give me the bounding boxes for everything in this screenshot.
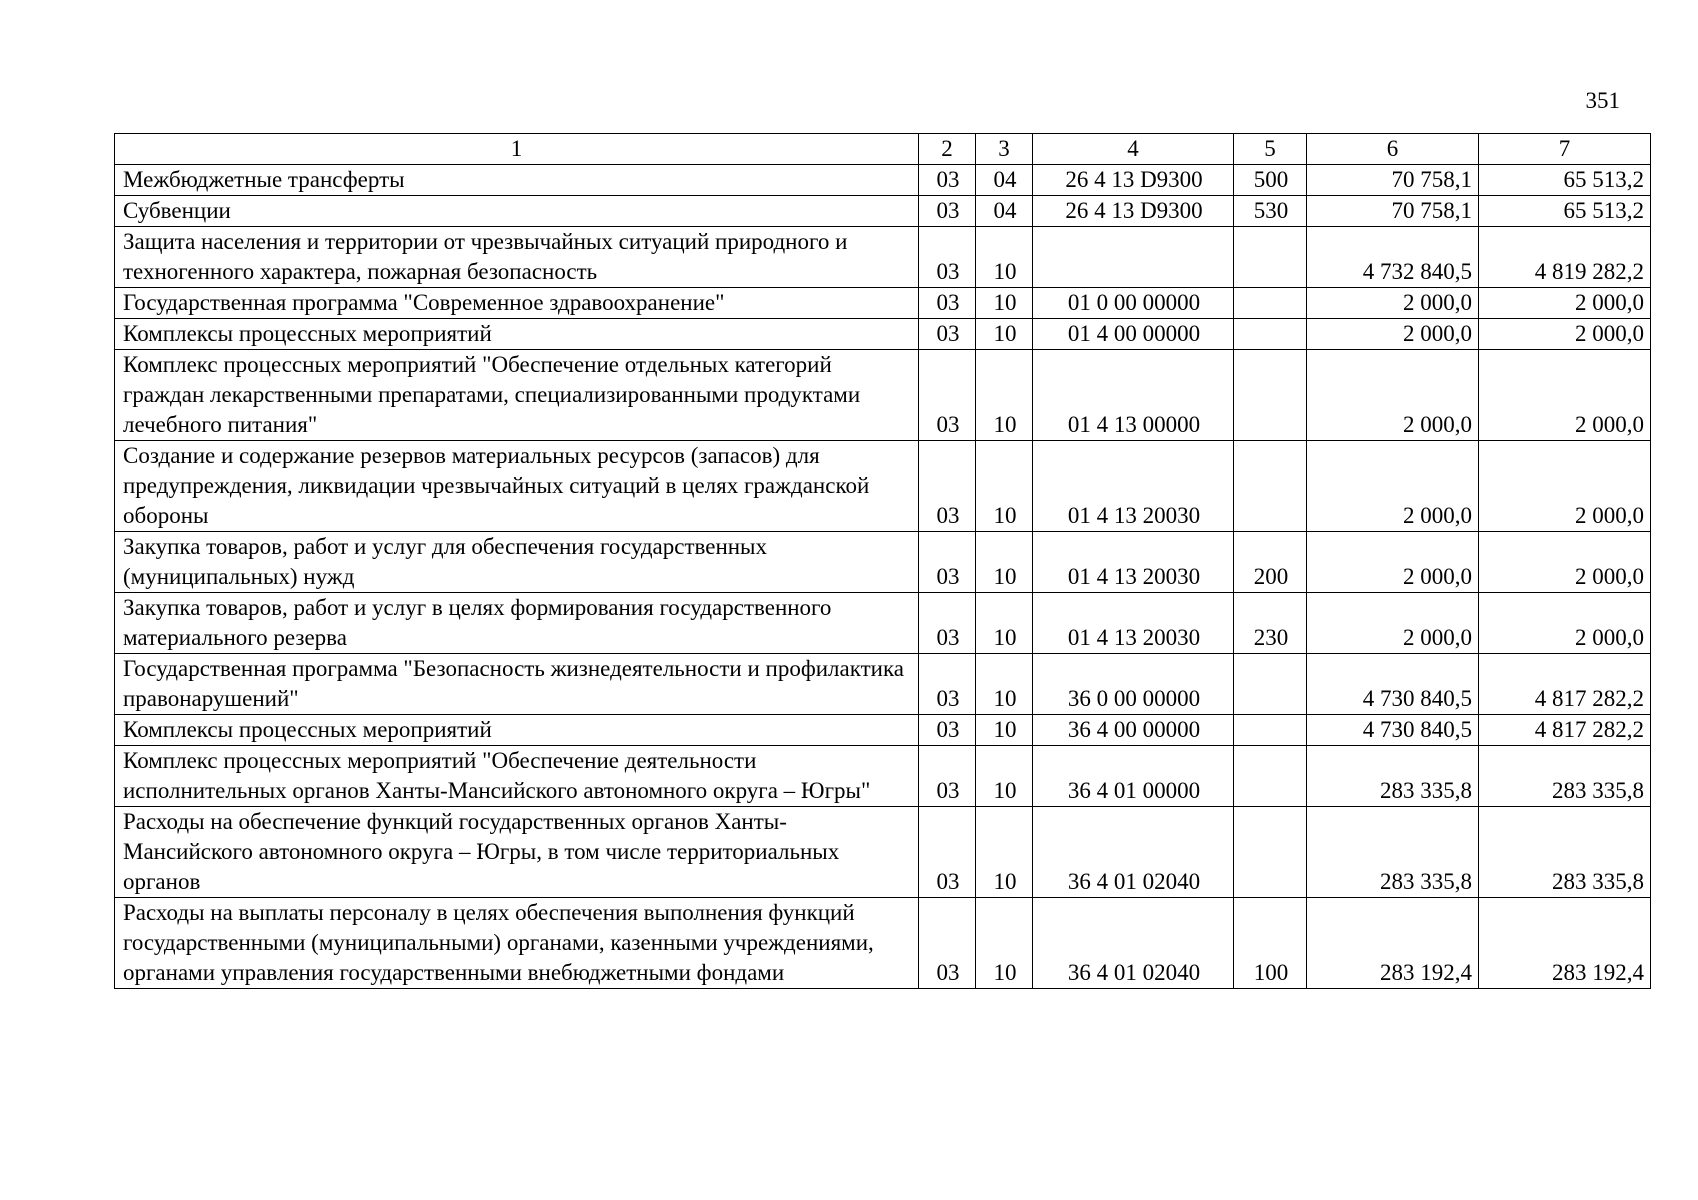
row-expense-type-cell bbox=[1234, 288, 1307, 319]
row-section-cell: 03 bbox=[919, 593, 976, 654]
row-section-cell: 03 bbox=[919, 898, 976, 989]
row-amount-1-cell: 2 000,0 bbox=[1307, 319, 1479, 350]
row-name-cell: Закупка товаров, работ и услуг для обеспечения государственных (муниципальных) нужд bbox=[115, 532, 919, 593]
row-target-article-cell: 01 4 13 20030 bbox=[1033, 441, 1234, 532]
table-row bbox=[115, 196, 1651, 227]
table-row bbox=[115, 319, 1651, 350]
row-amount-2-cell: 2 000,0 bbox=[1479, 288, 1651, 319]
row-name-cell: Закупка товаров, работ и услуг в целях формирования государственного материального резерва bbox=[115, 593, 919, 654]
row-amount-1-cell: 2 000,0 bbox=[1307, 532, 1479, 593]
row-amount-2-cell: 283 192,4 bbox=[1479, 898, 1651, 989]
row-amount-2-cell: 4 817 282,2 bbox=[1479, 654, 1651, 715]
row-subsection-cell: 10 bbox=[976, 227, 1033, 288]
header-row bbox=[115, 134, 1651, 165]
row-subsection-cell: 10 bbox=[976, 746, 1033, 807]
row-expense-type-cell bbox=[1234, 350, 1307, 441]
row-name-cell: Государственная программа "Безопасность жизнедеятельности и профилактика правонарушений" bbox=[115, 654, 919, 715]
row-expense-type-cell bbox=[1234, 227, 1307, 288]
row-amount-2-cell: 4 817 282,2 bbox=[1479, 715, 1651, 746]
row-amount-1-cell: 4 732 840,5 bbox=[1307, 227, 1479, 288]
row-target-article-cell: 36 4 01 02040 bbox=[1033, 807, 1234, 898]
row-section-cell: 03 bbox=[919, 746, 976, 807]
row-amount-2-cell: 2 000,0 bbox=[1479, 441, 1651, 532]
row-target-article-cell: 01 4 13 20030 bbox=[1033, 532, 1234, 593]
row-target-article-cell: 26 4 13 D9300 bbox=[1033, 165, 1234, 196]
col-header-3: 3 bbox=[976, 134, 1033, 165]
row-target-article-cell bbox=[1033, 227, 1234, 288]
row-amount-1-cell: 2 000,0 bbox=[1307, 350, 1479, 441]
row-target-article-cell: 36 4 01 02040 bbox=[1033, 898, 1234, 989]
table-row bbox=[115, 807, 1651, 898]
row-subsection-cell: 10 bbox=[976, 593, 1033, 654]
table-row bbox=[115, 532, 1651, 593]
row-section-cell: 03 bbox=[919, 227, 976, 288]
row-expense-type-cell bbox=[1234, 654, 1307, 715]
row-section-cell: 03 bbox=[919, 715, 976, 746]
row-amount-1-cell: 2 000,0 bbox=[1307, 288, 1479, 319]
table-row bbox=[115, 227, 1651, 288]
row-name-cell: Комплексы процессных мероприятий bbox=[115, 715, 919, 746]
row-subsection-cell: 10 bbox=[976, 288, 1033, 319]
row-name-cell: Межбюджетные трансферты bbox=[115, 165, 919, 196]
row-expense-type-cell bbox=[1234, 715, 1307, 746]
row-amount-2-cell: 283 335,8 bbox=[1479, 807, 1651, 898]
table-row bbox=[115, 746, 1651, 807]
row-subsection-cell: 04 bbox=[976, 196, 1033, 227]
row-name-cell: Комплекс процессных мероприятий "Обеспечение отдельных категорий граждан лекарственными препаратами, специализированными продуктами лечебного питания" bbox=[115, 350, 919, 441]
budget-table bbox=[114, 133, 1651, 989]
row-amount-2-cell: 2 000,0 bbox=[1479, 350, 1651, 441]
row-amount-2-cell: 2 000,0 bbox=[1479, 319, 1651, 350]
table-body bbox=[115, 165, 1651, 989]
row-expense-type-cell bbox=[1234, 319, 1307, 350]
table-row bbox=[115, 165, 1651, 196]
row-expense-type-cell: 500 bbox=[1234, 165, 1307, 196]
row-name-cell: Комплекс процессных мероприятий "Обеспечение деятельности исполнительных органов Ханты-Мансийского автономного округа – Югры" bbox=[115, 746, 919, 807]
row-amount-1-cell: 2 000,0 bbox=[1307, 593, 1479, 654]
table-row bbox=[115, 715, 1651, 746]
col-header-6: 6 bbox=[1307, 134, 1479, 165]
page-number: 351 bbox=[1585, 88, 1620, 113]
row-section-cell: 03 bbox=[919, 441, 976, 532]
row-expense-type-cell: 200 bbox=[1234, 532, 1307, 593]
table-row bbox=[115, 350, 1651, 441]
row-amount-1-cell: 283 335,8 bbox=[1307, 746, 1479, 807]
row-amount-2-cell: 65 513,2 bbox=[1479, 165, 1651, 196]
row-section-cell: 03 bbox=[919, 654, 976, 715]
row-amount-1-cell: 70 758,1 bbox=[1307, 196, 1479, 227]
row-section-cell: 03 bbox=[919, 532, 976, 593]
table-row bbox=[115, 288, 1651, 319]
row-expense-type-cell: 230 bbox=[1234, 593, 1307, 654]
col-header-7: 7 bbox=[1479, 134, 1651, 165]
row-subsection-cell: 10 bbox=[976, 807, 1033, 898]
row-subsection-cell: 10 bbox=[976, 532, 1033, 593]
row-section-cell: 03 bbox=[919, 319, 976, 350]
table-row bbox=[115, 898, 1651, 989]
row-name-cell: Создание и содержание резервов материальных ресурсов (запасов) для предупреждения, ликвидации чрезвычайных ситуаций в целях гражданской обороны bbox=[115, 441, 919, 532]
row-target-article-cell: 36 0 00 00000 bbox=[1033, 654, 1234, 715]
row-target-article-cell: 36 4 00 00000 bbox=[1033, 715, 1234, 746]
row-section-cell: 03 bbox=[919, 288, 976, 319]
row-target-article-cell: 01 4 00 00000 bbox=[1033, 319, 1234, 350]
row-name-cell: Субвенции bbox=[115, 196, 919, 227]
row-target-article-cell: 36 4 01 00000 bbox=[1033, 746, 1234, 807]
row-amount-1-cell: 283 192,4 bbox=[1307, 898, 1479, 989]
row-amount-1-cell: 4 730 840,5 bbox=[1307, 715, 1479, 746]
row-subsection-cell: 10 bbox=[976, 350, 1033, 441]
row-expense-type-cell bbox=[1234, 746, 1307, 807]
row-name-cell: Расходы на обеспечение функций государственных органов Ханты-Мансийского автономного округа – Югры, в том числе территориальных органов bbox=[115, 807, 919, 898]
row-subsection-cell: 10 bbox=[976, 898, 1033, 989]
table-row bbox=[115, 593, 1651, 654]
row-name-cell: Расходы на выплаты персоналу в целях обеспечения выполнения функций государственными (муниципальными) органами, казенными учреждениями, органами управления государственными внебюджетными фондами bbox=[115, 898, 919, 989]
row-section-cell: 03 bbox=[919, 196, 976, 227]
row-name-cell: Защита населения и территории от чрезвычайных ситуаций природного и техногенного характера, пожарная безопасность bbox=[115, 227, 919, 288]
col-header-5: 5 bbox=[1234, 134, 1307, 165]
table-row bbox=[115, 654, 1651, 715]
row-subsection-cell: 10 bbox=[976, 441, 1033, 532]
row-expense-type-cell bbox=[1234, 441, 1307, 532]
row-target-article-cell: 01 0 00 00000 bbox=[1033, 288, 1234, 319]
row-amount-2-cell: 65 513,2 bbox=[1479, 196, 1651, 227]
row-amount-2-cell: 2 000,0 bbox=[1479, 532, 1651, 593]
row-subsection-cell: 04 bbox=[976, 165, 1033, 196]
row-section-cell: 03 bbox=[919, 350, 976, 441]
row-expense-type-cell: 100 bbox=[1234, 898, 1307, 989]
row-section-cell: 03 bbox=[919, 165, 976, 196]
col-header-4: 4 bbox=[1033, 134, 1234, 165]
row-amount-1-cell: 283 335,8 bbox=[1307, 807, 1479, 898]
row-target-article-cell: 01 4 13 20030 bbox=[1033, 593, 1234, 654]
row-amount-1-cell: 2 000,0 bbox=[1307, 441, 1479, 532]
row-subsection-cell: 10 bbox=[976, 715, 1033, 746]
row-section-cell: 03 bbox=[919, 807, 976, 898]
row-expense-type-cell: 530 bbox=[1234, 196, 1307, 227]
row-amount-2-cell: 4 819 282,2 bbox=[1479, 227, 1651, 288]
row-amount-2-cell: 283 335,8 bbox=[1479, 746, 1651, 807]
row-expense-type-cell bbox=[1234, 807, 1307, 898]
row-amount-1-cell: 70 758,1 bbox=[1307, 165, 1479, 196]
row-target-article-cell: 01 4 13 00000 bbox=[1033, 350, 1234, 441]
row-subsection-cell: 10 bbox=[976, 654, 1033, 715]
row-amount-1-cell: 4 730 840,5 bbox=[1307, 654, 1479, 715]
row-name-cell: Государственная программа "Современное здравоохранение" bbox=[115, 288, 919, 319]
col-header-2: 2 bbox=[919, 134, 976, 165]
row-target-article-cell: 26 4 13 D9300 bbox=[1033, 196, 1234, 227]
row-name-cell: Комплексы процессных мероприятий bbox=[115, 319, 919, 350]
row-subsection-cell: 10 bbox=[976, 319, 1033, 350]
col-header-1: 1 bbox=[115, 134, 919, 165]
table-row bbox=[115, 441, 1651, 532]
row-amount-2-cell: 2 000,0 bbox=[1479, 593, 1651, 654]
